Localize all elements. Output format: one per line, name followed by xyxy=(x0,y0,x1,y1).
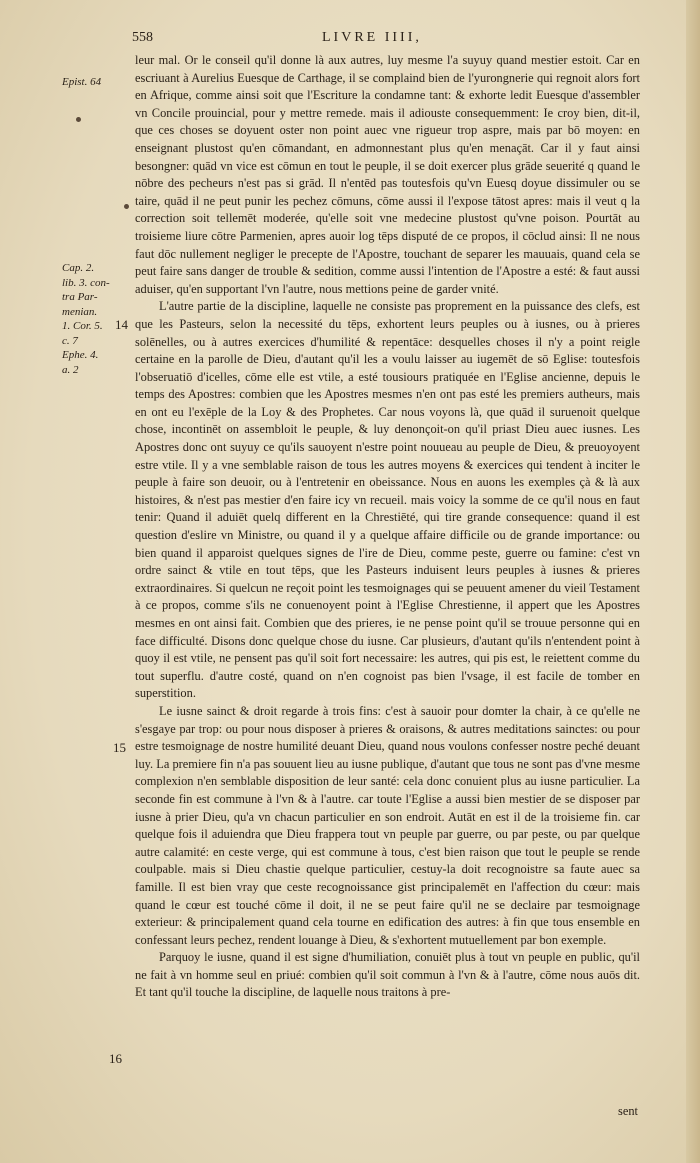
body-text xyxy=(135,52,640,1002)
page-number: 558 xyxy=(132,30,153,45)
margin-note-line: Cap. 2. xyxy=(62,262,95,274)
margin-note-line: menian. xyxy=(62,305,98,318)
margin-note-line: Epist. 64 xyxy=(62,76,102,88)
margin-ornament xyxy=(76,117,81,122)
margin-ornament xyxy=(124,204,129,209)
margin-note-line: Ephe. 4. xyxy=(62,349,99,361)
paragraph: Le iusne sainct & droit regarde à trois fins: c'est à sauoir pour domter la chair, à ce qu'elle ne s'esgaye par trop: ou pour nous disposer à prieres & oraisons, & autres meditations sainctes: ou pour estre tesmoignage de nostre humilité deuant Dieu, quand nous voulons confesser nostre peché deuant luy. La premiere fin n'a pas souuent lieu au iusne publique, d'autant que tous ne sont pas d'vne mesme complexion n'en semblable disposition de leur santé: cela donc conuient plus au iusne particulier. La seconde fin est commune à l'vn & à l'autre. car toute l'Eglise a aussi bien mestier de se disposer par iusne à prier Dieu, qu'a vn chacun particulier en son endroit. Autāt en est il de la troisieme fin. car quelque fois il aduiendra que Dieu frappera tout vn peuple par guerre, ou par peste, ou par quelque autre calamité: en ceste verge, qui est commune à tous, c'est bien raison que tout le peuple se rende coulpable. mais si Dieu chastie quelque particulier, cestuy-la doit recognoistre sa faute auec sa famille. Il est bien vray que ceste recognoissance gist principalemēt en l'affection du cœur: mais quand le cœur est touché cōme il doit, il ne se peut faire qu'il ne se declaire par tesmoignage exterieur: & principalement quand cela tourne en edification des autres: à fin que tous ensemble en confessant leurs pechez, rendent louange à Dieu, & s'exhortent mutuellement par bon exemple. xyxy=(135,703,640,947)
catchword: sent xyxy=(618,1104,638,1118)
running-title: LIVRE IIII, xyxy=(322,30,422,45)
paragraph: leur mal. Or le conseil qu'il donne là aux autres, luy mesme l'a suyuy quand mestier estoit. Car en escriuant à Aurelius Euesque de Carthage, il se complaind bien de l'yurongnerie qui regnoit alors fort en Afrique, comme ainsi soit que l'Escriture la condamne tant: & exhorte ledit Euesque d'assembler vn Concile prouincial, pour y mettre remede. mais il adiouste consequemment: Ie croy bien, dit-il, que ces choses se doyuent oster non point auec vne rigueur trop aspre, mais par bō moyen: en enseignant plustost qu'en cōmandant, en admonnestant plus qu'en menaçāt. Car il y faut ainsi besongner: quād vn vice est cōmun en tout le peuple, il se doit exercer plus grāde seuerité q quand le nōbre des pecheurs n'est pas si grād. Il n'entēd pas toutesfois qu'vn Euesq doyue dissimuler ou se taire, quād il ne peut punir les pechez cōmuns, cōme aussi il l'expose tātost apres: mais il veut q la correction soit tellemēt moderée, qu'elle soit vne medecine plustost qu'vne poison. Pourtāt au troisieme liure cōtre Parmenien, apres auoir log tēps disputé de ce propos, il cōclud ainsi: Il ne nous faut dōc nullement negliger le precepte de l'Apostre, touchant de separer les mauuais, quand cela se peut faire sans danger de trouble & sedition, comme aussi l'intention de l'Apostre a esté: & faut aussi aduiser, qu'en supportant l'vn l'autre, nous mettions peine de garder vnité. xyxy=(135,53,640,296)
margin-note-line: tra Par- xyxy=(62,291,98,303)
section-number-14: 14 xyxy=(115,317,128,332)
running-head xyxy=(132,30,632,50)
section-number-15: 15 xyxy=(113,740,126,755)
margin-note-line: 1. Cor. 5. xyxy=(62,320,103,332)
margin-note-line: c. 7 xyxy=(62,334,78,347)
margin-note-line: a. 2 xyxy=(62,363,79,376)
section-number-16: 16 xyxy=(109,1051,122,1066)
paragraph: L'autre partie de la discipline, laquelle ne consiste pas proprement en la puissance des clefs, est que les Pasteurs, selon la necessité du tēps, exhortent leurs peuples ou à iusnes, ou à prieres solēnelles, ou à autres exercices d'humilité & repentāce: desquelles choses il n'y a point reigle certaine en la parolle de Dieu, d'autant qu'il les a voulu laisser au iugemēt de sō Eglise: toutesfois l'obseruatiō d'icelles, cōme elle est vtile, a esté tousiours pratiquée en l'Eglise ancienne, depuis le temps des Apostres: combien que les Apostres mesmes n'en ont pas esté les premiers autheurs, mais en ont eu l'exēple de la Loy & des Prophetes. Car nous voyons là, que quād il suruenoit quelque chose, incontinēt on assembloit le peuple, & luy denonçoit-on qu'il priast Dieu auec iusnes. Les Apostres donc ont suyuy ce qu'ils sauoyent n'estre point nouueau au peuple de Dieu, & preuoyoyent estre vtile. Il y a vne semblable raison de tous les autres moyens & exercices qui tendent à inciter le peuple à faire son deuoir, ou à l'entretenir en obeissance. Nous en auons les exemples çà & là aux histoires, & n'est pas mestier d'en faire icy vn recueil. mais voicy la somme de ce qu'il nous en faut tenir: Quand il aduiēt quelq different en la Chrestiēté, qui tire grande consequence: quand il est question d'eslire vn Ministre, ou quand il y a quelque affaire difficile ou de grande importance: ou bien quand il apparoist quelques signes de l'ire de Dieu, comme peste, guerre ou famine: c'est vn ordre sainct & vtile en tout tēps, que les Pasteurs induisent leurs peuples à iusnes & prieres extraordinaires. Si quelcun ne reçoit point les tesmoignages qui se peuuent amener du vieil Testament à ce propos, comme s'ils ne conuenoyent point à l'Eglise Chrestienne, il appert que les Apostres mesmes en ont ainsi fait. Combien que des prieres, ie ne pense point qu'il se trouue personne qui en face difficulté. Disons donc quelque chose du iusne. Car plusieurs, d'autant qu'ils n'entendent point à quoy il est vtile, ne pensent pas qu'il soit fort necessaire: les autres, qui pis est, le reiettent comme du tout superflu. d'autre costé, quand on n'en cognoist pas bien l'vsage, il est facile de tomber en superstition. xyxy=(135,299,640,701)
page-gutter xyxy=(686,0,700,1163)
paragraph: Parquoy le iusne, quand il est signe d'humiliation, conuiēt plus à tout vn peuple en public, qu'il ne fait à vn homme seul en priué: combien qu'il soit commun à l'vn & à l'autre, cōme nous auōs dit. Et tant qu'il touche la discipline, de laquelle nous traitons à pre- xyxy=(135,950,640,1000)
margin-note-epist xyxy=(62,75,101,90)
margin-note-line: lib. 3. con- xyxy=(62,276,110,289)
margin-note-cap xyxy=(62,261,110,377)
